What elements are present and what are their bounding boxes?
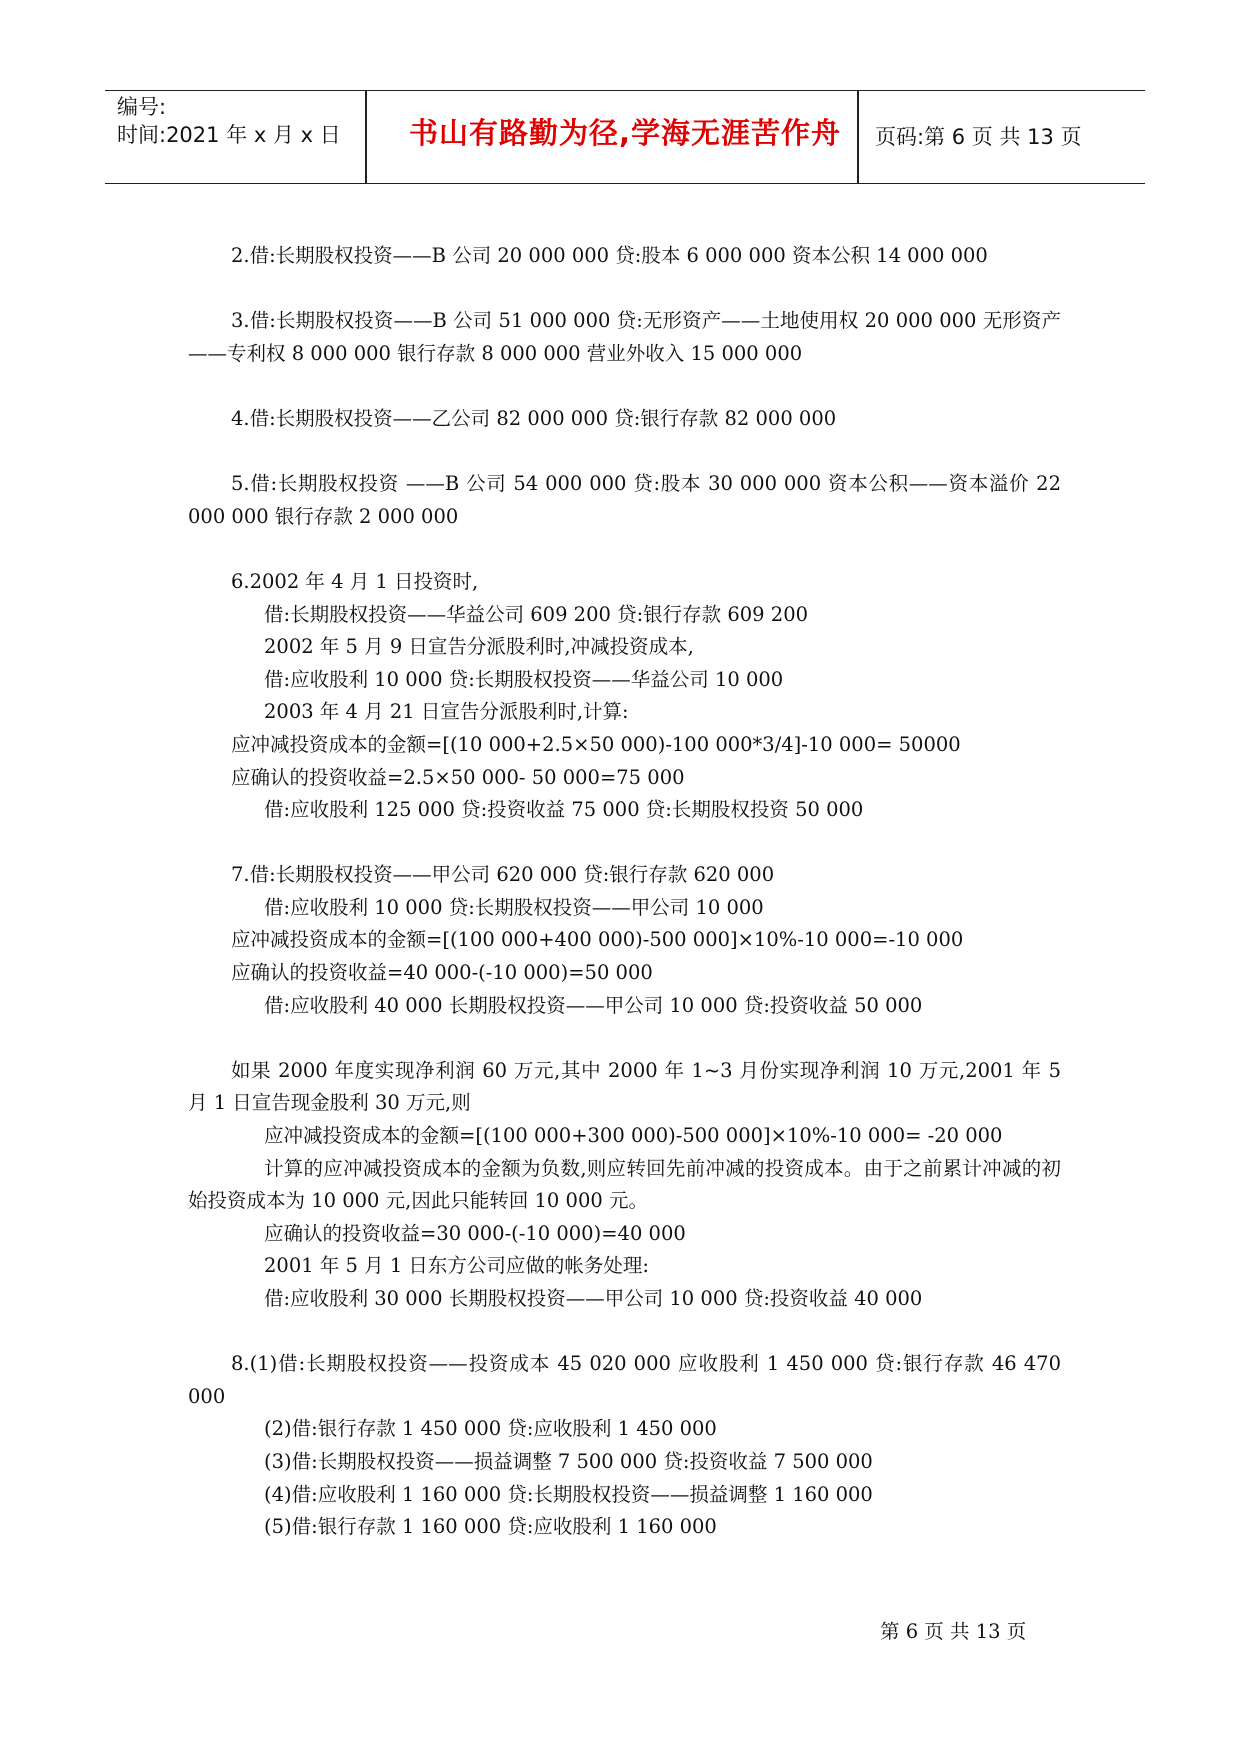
entry-4: 4.借:长期股权投资——乙公司 82 000 000 贷:银行存款 82 000 000 [231,406,837,430]
entry-7-alt-intro: 如果 2000 年度实现净利润 60 万元,其中 2000 年 1~3 月份实现净利润 10 万元,2001 年 5 月 1 日宣告现金股利 30 万元,则 [188,1058,1061,1115]
entry-6-line: 借:应收股利 125 000 贷:投资收益 75 000 贷:长期股权投资 50 000 [264,798,864,822]
document-body [188,240,1061,1544]
entry-8-line: (5)借:银行存款 1 160 000 贷:应收股利 1 160 000 [264,1515,717,1539]
entry-7-line: 借:应收股利 10 000 贷:长期股权投资——甲公司 10 000 [264,895,764,919]
entry-2: 2.借:长期股权投资——B 公司 20 000 000 贷:股本 6 000 000 资本公积 14 000 000 [231,244,988,267]
entry-6-line: 2002 年 5 月 9 日宣告分派股利时,冲减投资成本, [264,635,694,659]
entry-6-title: 6.2002 年 4 月 1 日投资时, [231,569,479,593]
entry-7-line: 应确认的投资收益=40 000-(-10 000)=50 000 [231,961,653,985]
entry-7-alt-line: 2001 年 5 月 1 日东方公司应做的帐务处理: [264,1254,650,1278]
entry-5: 5.借:长期股权投资 ——B 公司 54 000 000 贷:股本 30 000 000 资本公积——资本溢价 22 000 000 银行存款 2 000 000 [188,472,1061,528]
entry-8-title: 8.(1)借:长期股权投资——投资成本 45 020 000 应收股利 1 450 000 贷:银行存款 46 470 000 [188,1352,1061,1408]
page-header [105,90,1145,184]
entry-8-line: (3)借:长期股权投资——损益调整 7 500 000 贷:投资收益 7 500 000 [264,1449,873,1473]
entry-7-alt-line: 借:应收股利 30 000 长期股权投资——甲公司 10 000 贷:投资收益 40 000 [264,1287,923,1310]
time-label: 时间:2021 年 x 月 x 日 [117,123,341,147]
page-footer: 第 6 页 共 13 页 [880,1620,1027,1643]
entry-6-line: 2003 年 4 月 21 日宣告分派股利时,计算: [264,700,629,724]
header-page-label: 页码:第 6 页 共 13 页 [875,125,1082,149]
entry-7-alt-line: 应冲减投资成本的金额=[(100 000+300 000)-500 000]×10%-10 000= -20 000 [264,1124,1003,1148]
number-label: 编号: [117,95,167,119]
entry-6-line: 应确认的投资收益=2.5×50 000- 50 000=75 000 [231,765,685,789]
entry-7-line: 应冲减投资成本的金额=[(100 000+400 000)-500 000]×10%-10 000=-10 000 [231,928,964,952]
entry-6-line: 应冲减投资成本的金额=[(10 000+2.5×50 000)-100 000*3/4]-10 000= 50000 [231,732,961,756]
entry-7-line: 借:应收股利 40 000 长期股权投资——甲公司 10 000 贷:投资收益 50 000 [264,993,923,1017]
entry-7-alt-line: 应确认的投资收益=30 000-(-10 000)=40 000 [264,1221,686,1245]
entry-7-title: 7.借:长期股权投资——甲公司 620 000 贷:银行存款 620 000 [231,863,775,887]
header-meta [117,93,372,149]
entry-7-alt-line: 计算的应冲减投资成本的金额为负数,则应转回先前冲减的投资成本。由于之前累计冲减的初始投资成本为 10 000 元,因此只能转回 10 000 元。 [188,1156,1061,1213]
entry-6-line: 借:应收股利 10 000 贷:长期股权投资——华益公司 10 000 [264,667,784,691]
entry-3: 3.借:长期股权投资——B 公司 51 000 000 贷:无形资产——土地使用权 20 000 000 无形资产——专利权 8 000 000 银行存款 8 000 000 营业外收入 15 000 000 [188,309,1061,365]
entry-6-line: 借:长期股权投资——华益公司 609 200 贷:银行存款 609 200 [264,602,809,626]
header-divider-right [857,91,859,183]
header-motto: 书山有路勤为径,学海无涯苦作舟 [408,116,842,150]
entry-8-line: (4)借:应收股利 1 160 000 贷:长期股权投资——损益调整 1 160 000 [264,1482,873,1506]
entry-8-line: (2)借:银行存款 1 450 000 贷:应收股利 1 450 000 [264,1417,717,1441]
